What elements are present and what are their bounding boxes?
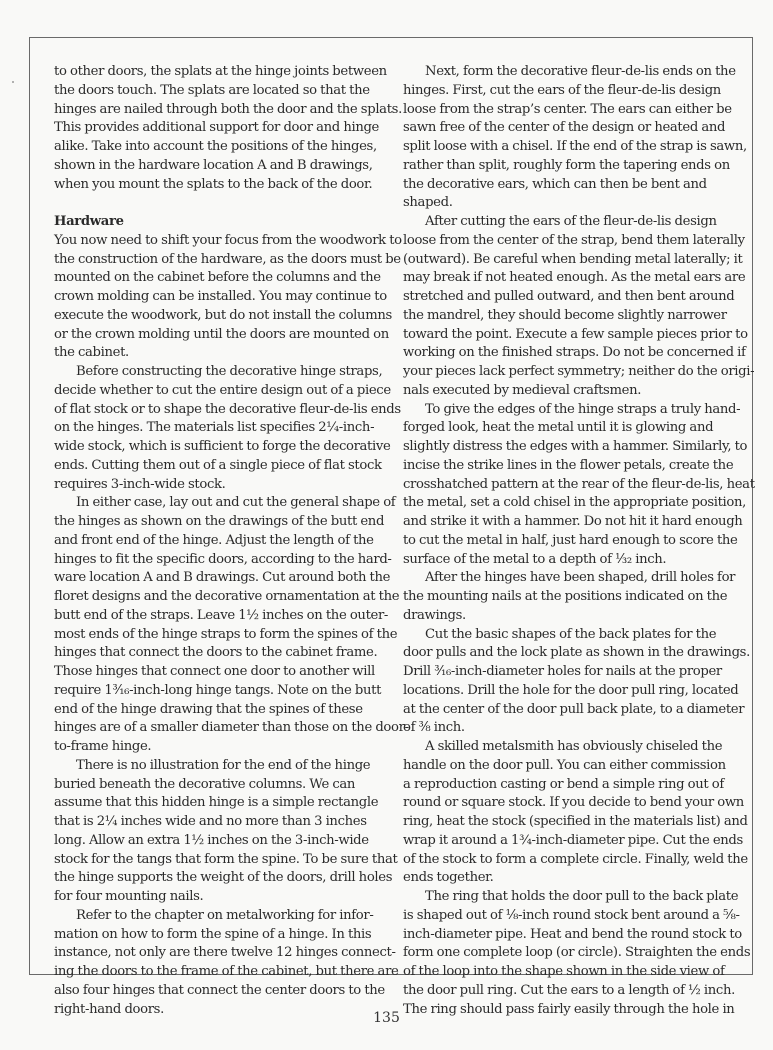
text-line: crosshatched pattern at the rear of the fleur-de-lis, heat	[403, 476, 755, 492]
paragraph-to-give-edges	[403, 401, 755, 570]
text-line: of flat stock or to shape the decorative fleur-de-lis ends	[54, 401, 401, 417]
text-line: buried beneath the decorative columns. We can	[54, 776, 356, 792]
text-line: nals executed by medieval craftsmen.	[403, 382, 642, 398]
text-line: the cabinet.	[54, 345, 129, 361]
text-line: shown in the hardware location A and B drawings,	[54, 157, 373, 173]
text-line: hinges that connect the doors to the cabinet frame.	[54, 645, 378, 661]
text-line: ware location A and B drawings. Cut around both the	[54, 570, 391, 586]
text-line: Refer to the chapter on metalworking for infor-	[76, 907, 374, 923]
text-line: and front end of the hinge. Adjust the length of the	[54, 532, 374, 548]
text-line: You now need to shift your focus from the woodwork to	[54, 232, 402, 248]
text-line: forged look, heat the metal until it is glowing and	[403, 420, 714, 436]
text-line: locations. Drill the hole for the door pull ring, located	[403, 682, 739, 698]
paragraph-either-case	[54, 494, 409, 757]
text-line: form one complete loop (or circle). Straighten the ends	[403, 945, 751, 961]
text-line: surface of the metal to a depth of ¹⁄₃₂ inch.	[403, 551, 667, 567]
text-line: butt end of the straps. Leave 1½ inches on the outer-	[54, 607, 389, 623]
paragraph-next-form	[403, 63, 747, 213]
text-line: ends. Cutting them out of a single piece of flat stock	[54, 457, 382, 473]
text-line: that is 2¼ inches wide and no more than 3 inches	[54, 814, 367, 829]
text-line: of the loop into the shape shown in the side view of	[403, 964, 725, 979]
paragraph-after-cutting	[403, 213, 755, 401]
text-line: or the crown molding until the doors are mounted on	[54, 326, 389, 342]
text-line: incise the strike lines in the flower petals, create the	[403, 457, 734, 473]
text-line: hinges. First, cut the ears of the fleur-de-lis design	[403, 82, 721, 98]
text-line: drawings.	[403, 607, 466, 623]
right-column	[403, 63, 755, 1019]
paragraph-cut-basic-shapes	[403, 626, 750, 739]
text-line: hinges to fit the specific doors, according to the hard-	[54, 551, 392, 567]
text-line: ring, heat the stock (specified in the materials list) and	[403, 814, 748, 829]
text-line: stock for the tangs that form the spine. To be sure that	[54, 851, 398, 867]
text-line: Next, form the decorative fleur-de-lis ends on the	[425, 64, 736, 79]
text-line: to cut the metal in half, just hard enough to score the	[403, 532, 738, 548]
text-line: the hinges as shown on the drawings of the butt end	[54, 514, 385, 529]
text-line: the decorative ears, which can then be bent and	[403, 176, 707, 192]
margin-speck	[12, 81, 14, 83]
text-line: the door pull ring. Cut the ears to a length of ½ inch.	[403, 982, 735, 998]
text-line: of the stock to form a complete circle. Finally, weld the	[403, 851, 748, 867]
text-line: working on the finished straps. Do not be concerned if	[403, 345, 746, 361]
text-line: end of the hinge drawing that the spines of these	[54, 701, 363, 717]
text-line: alike. Take into account the positions of the hinges,	[54, 139, 377, 154]
text-line: the hinge supports the weight of the doors, drill holes	[54, 870, 393, 886]
text-line: the doors touch. The splats are located so that the	[54, 82, 370, 98]
text-line: There is no illustration for the end of the hinge	[76, 757, 371, 773]
paragraph-no-illustration	[54, 757, 398, 907]
text-line: the metal, set a cold chisel in the appropriate position,	[403, 495, 746, 511]
paragraph-ring	[403, 888, 751, 1019]
text-line: require 1³⁄₁₆-inch-long hinge tangs. Note on the butt	[54, 682, 382, 698]
text-line: This provides additional support for door and hinge	[54, 120, 380, 136]
text-line: your pieces lack perfect symmetry; neither do the origi-	[403, 364, 755, 379]
text-line: After the hinges have been shaped, drill holes for	[425, 570, 736, 586]
text-line: the mandrel, they should become slightly narrower	[403, 307, 727, 323]
text-line: rather than split, roughly form the tapering ends on	[403, 157, 730, 173]
text-line: the construction of the hardware, as the doors must be	[54, 251, 401, 267]
text-line: toward the point. Execute a few sample pieces prior to	[403, 326, 748, 342]
paragraph-splats	[54, 63, 402, 194]
text-line: also four hinges that connect the center doors to the	[54, 982, 385, 998]
text-line: The ring should pass fairly easily through the hole in	[403, 1001, 735, 1017]
text-line: inch-diameter pipe. Heat and bend the round stock to	[403, 926, 742, 942]
text-line: on the hinges. The materials list specifies 2¼-inch-	[54, 420, 375, 436]
text-line: at the center of the door pull back plate, to a diameter	[403, 701, 745, 717]
text-line: shaped.	[403, 195, 453, 211]
text-line: and strike it with a hammer. Do not hit it hard enough	[403, 514, 743, 529]
text-line: wrap it around a 1¾-inch-diameter pipe. Cut the ends	[403, 832, 743, 848]
text-line: stretched and pulled outward, and then bent around	[403, 289, 735, 304]
page-number: 135	[373, 1010, 400, 1026]
text-line: loose from the strap’s center. The ears can either be	[403, 101, 732, 117]
text-line: A skilled metalsmith has obviously chiseled the	[425, 739, 723, 754]
text-line: most ends of the hinge straps to form the spines of the	[54, 626, 398, 642]
text-line: handle on the door pull. You can either commission	[403, 757, 726, 773]
text-line: sawn free of the center of the design or heated and	[403, 120, 726, 136]
text-line: long. Allow an extra 1½ inches on the 3-inch-wide	[54, 832, 369, 848]
text-line: loose from the center of the strap, bend them laterally	[403, 232, 745, 248]
text-line: right-hand doors.	[54, 1001, 164, 1017]
paragraph-skilled-metalsmith	[403, 738, 748, 888]
text-line: assume that this hidden hinge is a simple rectangle	[54, 795, 379, 811]
text-line: to other doors, the splats at the hinge joints between	[54, 64, 387, 79]
text-line: In either case, lay out and cut the general shape of	[76, 495, 396, 511]
paragraph-hardware	[54, 232, 402, 363]
text-line: To give the edges of the hinge straps a truly hand-	[425, 401, 741, 417]
text-line: Drill ³⁄₁₆-inch-diameter holes for nails at the proper	[403, 664, 722, 679]
paragraph-gap	[54, 194, 384, 213]
text-line: (outward). Be careful when bending metal laterally; it	[403, 251, 743, 267]
text-line: slightly distress the edges with a hammer. Similarly, to	[403, 439, 748, 454]
text-line: the mounting nails at the positions indicated on the	[403, 589, 728, 604]
text-line: wide stock, which is sufficient to forge the decorative	[54, 439, 391, 454]
text-line: crown molding can be installed. You may continue to	[54, 289, 387, 304]
text-line: ends together.	[403, 870, 494, 886]
text-line: is shaped out of ⅛-inch round stock bent around a ⅝-	[403, 907, 740, 923]
text-line: mation on how to form the spine of a hinge. In this	[54, 926, 372, 942]
text-line: Cut the basic shapes of the back plates for the	[425, 626, 717, 642]
text-line: door pulls and the lock plate as shown in the drawings.	[403, 645, 750, 661]
text-line: may break if not heated enough. As the metal ears are	[403, 270, 746, 286]
paragraph-before-constructing	[54, 363, 401, 494]
section-heading-hardware: Hardware	[54, 214, 124, 229]
text-line: round or square stock. If you decide to bend your own	[403, 795, 744, 811]
text-line: instance, not only are there twelve 12 hinges connect-	[54, 945, 396, 961]
text-line: Those hinges that connect one door to another will	[54, 664, 375, 679]
text-line: of ³⁄₈ inch.	[403, 720, 465, 736]
text-line: split loose with a chisel. If the end of the strap is sawn,	[403, 139, 747, 154]
text-line: After cutting the ears of the fleur-de-lis design	[425, 214, 717, 229]
paragraph-after-hinges	[403, 569, 741, 625]
text-line: ing the doors to the frame of the cabinet, but there are	[54, 964, 399, 979]
text-line: for four mounting nails.	[54, 889, 204, 904]
text-line: The ring that holds the door pull to the back plate	[425, 889, 739, 904]
text-line: floret designs and the decorative ornamentation at the	[54, 589, 400, 604]
text-line: hinges are of a smaller diameter than those on the door-	[54, 720, 409, 736]
text-line: mounted on the cabinet before the columns and the	[54, 270, 381, 286]
text-line: execute the woodwork, but do not install the columns	[54, 307, 392, 323]
text-line: decide whether to cut the entire design out of a piece	[54, 382, 391, 398]
text-line: requires 3-inch-wide stock.	[54, 476, 226, 492]
text-line: when you mount the splats to the back of the door.	[54, 176, 373, 192]
text-line: Before constructing the decorative hinge straps,	[76, 364, 383, 379]
text-line: a reproduction casting or bend a simple ring out of	[403, 776, 724, 792]
text-line: hinges are nailed through both the door and the splats.	[54, 101, 402, 117]
text-line: to-frame hinge.	[54, 739, 152, 754]
